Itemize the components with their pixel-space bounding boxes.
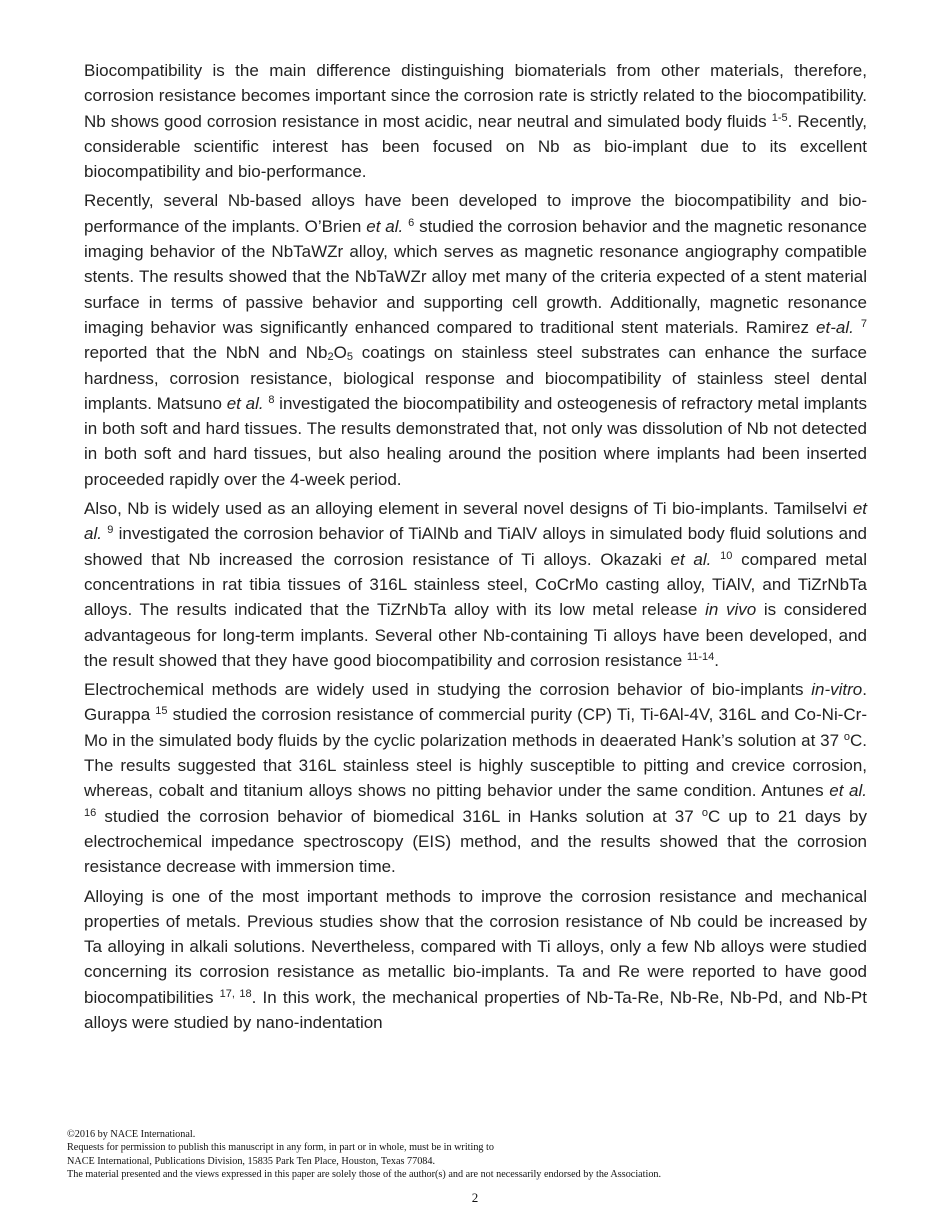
footer-permission: Requests for permission to publish this manuscript in any form, in part or in whole, must be in writing to	[67, 1142, 494, 1154]
text-run: studied the corrosion behavior of biomedical 316L in Hanks solution at 37	[96, 806, 702, 826]
citation-superscript: 11-14	[686, 650, 715, 663]
italic-text: et al.	[84, 499, 867, 544]
text-run	[854, 318, 861, 337]
paragraph	[84, 496, 867, 673]
citation-superscript: 1-5	[771, 111, 788, 124]
text-run: . Gurappa	[84, 680, 867, 725]
citation-superscript: 9	[107, 524, 114, 537]
italic-text: et al.	[226, 393, 264, 413]
citation-superscript: 15	[155, 705, 168, 718]
text-run: studied the corrosion behavior and the magnetic resonance imaging behavior of the NbTaWZr alloy, which serves as magnetic resonance angiography compatible stents. The results showed that the NbTaWZr alloy met many of the criteria expected of a stent material surface in terms of passive behavior and supporting cell growth. Additionally, magnetic resonance imaging behavior was significantly enhanced compared to traditional stent materials. Ramirez	[84, 216, 867, 337]
citation-superscript: 10	[720, 549, 733, 562]
text-run: Recently, several Nb-based alloys have been developed to improve the biocompatibility and bio-performance of the implants. O’Brien	[84, 191, 867, 236]
footer-disclaimer: The material presented and the views expressed in this paper are solely those of the author(s) and are not necessarily endorsed by the Association.	[67, 1168, 662, 1180]
footer-address: NACE International, Publications Division, 15835 Park Ten Place, Houston, Texas 77084.	[67, 1155, 436, 1167]
text-run: .	[714, 650, 719, 670]
citation-superscript: 17, 18	[219, 987, 252, 1000]
text-run: . Recently, considerable scientific interest has been focused on Nb as bio-implant due to its excellent biocompatibility and bio-performance.	[84, 111, 867, 182]
italic-text: in vivo	[705, 600, 757, 620]
paragraph	[84, 884, 867, 1036]
citation-superscript: o	[843, 730, 850, 743]
text-run: is considered advantageous for long-term implants. Several other Nb-containing Ti alloys have been developed, and the result showed that they have good biocompatibility and corrosion resistance	[84, 600, 867, 670]
italic-text: et al.	[829, 781, 868, 801]
citation-superscript: 7	[860, 317, 867, 330]
italic-text: et-al.	[816, 317, 854, 337]
text-run: investigated the biocompatibility and osteogenesis of refractory metal implants in both soft and hard tissues. The results demonstrated that, not only was dissolution of Nb not detected in both soft and hard tissues, but also healing around the position where implants had been inserted proceeded rapidly over the 4-week period.	[84, 393, 867, 489]
italic-text: in-vitro	[811, 680, 863, 700]
text-run: Biocompatibility is the main difference distinguishing biomaterials from other materials, therefore, corrosion resistance becomes important since the corrosion rate is strictly related to the biocompatibility. Nb shows good corrosion resistance in most acidic, near neutral and simulated body fluids	[84, 61, 867, 131]
text-run: Alloying is one of the most important methods to improve the corrosion resistance and mechanical properties of metals. Previous studies show that the corrosion resistance of Nb could be increased by Ta alloying in alkali solutions. Nevertheless, compared with Ti alloys, only a few Nb alloys were studied concerning its corrosion resistance as metallic bio-implants. Ta and Re were reported to have good biocompatibilities	[84, 886, 867, 1007]
citation-superscript: 16	[84, 806, 97, 819]
paragraph	[84, 58, 867, 184]
text-run: Electrochemical methods are widely used in studying the corrosion behavior of bio-implants	[84, 680, 812, 700]
text-run: . In this work, the mechanical properties of Nb-Ta-Re, Nb-Re, Nb-Pd, and Nb-Pt alloys were studied by nano-indentation	[84, 987, 867, 1032]
paragraph	[84, 188, 867, 492]
citation-superscript: 8	[268, 393, 275, 406]
citation-superscript: o	[701, 806, 708, 819]
text-run: Also, Nb is widely used as an alloying element in several novel designs of Ti bio-implants. Tamilselvi	[84, 499, 853, 519]
text-run: C. The results suggested that 316L stainless steel is highly susceptible to pitting and crevice corrosion, whereas, cobalt and titanium alloys shows no pitting behavior under the same condition. Antunes	[84, 730, 867, 801]
citation-superscript: 6	[408, 216, 415, 229]
italic-text: et al.	[366, 216, 404, 236]
text-run: investigated the corrosion behavior of TiAlNb and TiAlV alloys in simulated body fluid solutions and showed that Nb increased the corrosion resistance of Ti alloys. Okazaki	[84, 524, 867, 569]
subscript: 2	[327, 351, 334, 364]
page-number: 2	[471, 1190, 479, 1205]
subscript: 5	[346, 351, 353, 364]
text-run	[711, 550, 720, 569]
text-run: reported that the NbN and Nb	[84, 343, 328, 363]
text-run: compared metal concentrations in rat tibia tissues of 316L stainless steel, CoCrMo casting alloy, TiAlV, and TiZrNbTa alloys. The results indicated that the TiZrNbTa alloy with its low metal release	[84, 549, 867, 620]
text-run: coatings on stainless steel substrates can enhance the surface hardness, corrosion resistance, biological response and biocompatibility of stainless steel dental implants. Matsuno	[84, 343, 868, 413]
paragraph	[84, 677, 867, 879]
footer	[67, 1128, 887, 1181]
text-run: C up to 21 days by electrochemical impedance spectroscopy (EIS) method, and the results showed that the corrosion resistance decrease with immersion time.	[84, 806, 867, 877]
body-text	[84, 58, 867, 1039]
text-run: O	[333, 343, 347, 363]
text-run: studied the corrosion resistance of commercial purity (CP) Ti, Ti-6Al-4V, 316L and Co-Ni-Cr-Mo in the simulated body fluids by the cyclic polarization methods in deaerated Hank’s solution at 37	[84, 705, 867, 750]
footer-copyright: ©2016 by NACE International.	[67, 1129, 196, 1140]
italic-text: et al.	[670, 549, 712, 569]
